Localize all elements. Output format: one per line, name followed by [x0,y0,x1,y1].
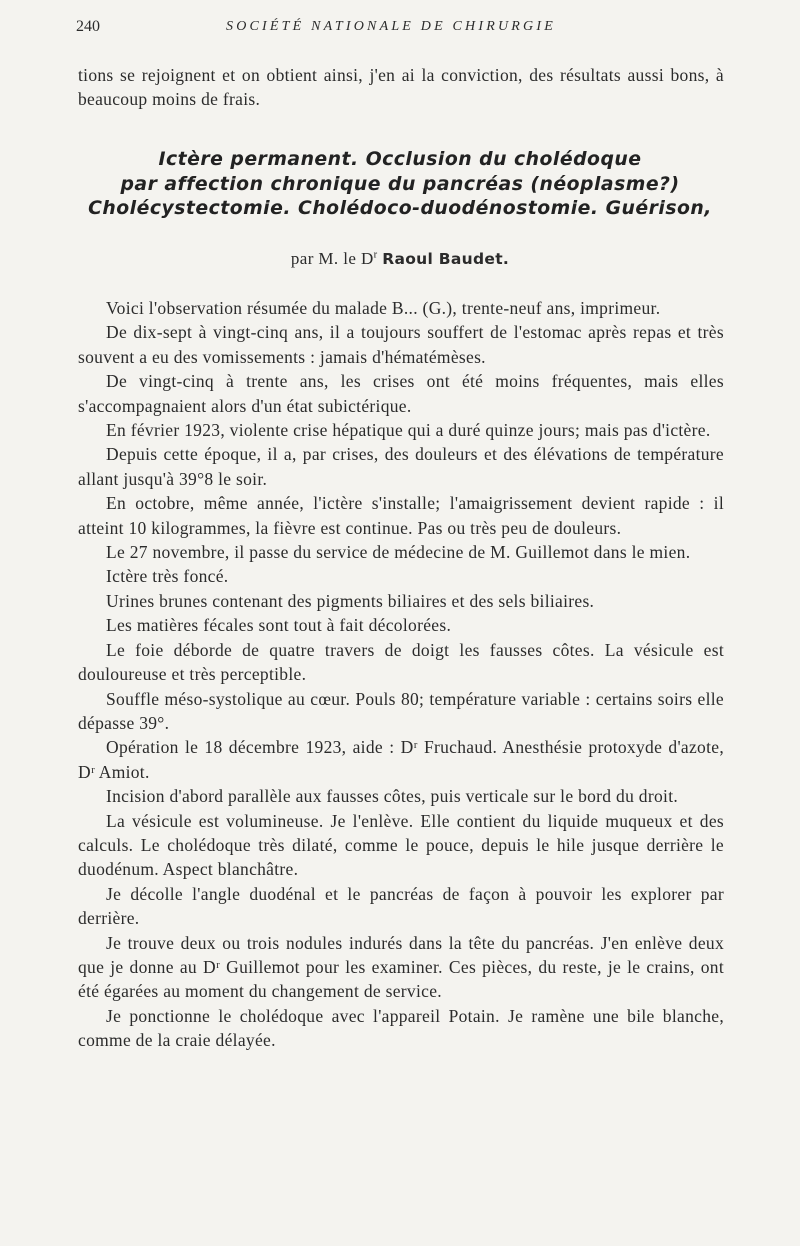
journal-title: SOCIÉTÉ NATIONALE DE CHIRURGIE [226,19,556,34]
paragraph: De vingt-cinq à trente ans, les crises ont été moins fréquentes, mais elles s'accompagnaient alors d'un état subictérique. [78,371,724,416]
article-title [70,148,730,222]
paragraph: De dix-sept à vingt-cinq ans, il a toujours souffert de l'estomac après repas et très souvent a eu des vomissements : jamais d'hématémèses. [78,322,724,367]
paragraph: Incision d'abord parallèle aux fausses côtes, puis verticale sur le bord du droit. [106,786,679,807]
paragraph: Urines brunes contenant des pigments biliaires et des sels biliaires. [106,590,595,611]
paragraph: Souffle méso-systolique au cœur. Pouls 80; température variable : certains soirs elle dépasse 39°. [78,688,724,733]
author-name: Raoul Baudet. [382,250,510,268]
running-header [76,18,724,44]
paragraph: Je trouve deux ou trois nodules indurés dans la tête du pancréas. J'en enlève deux que je donne au Dʳ Guillemot pour les examiner. Ces pièces, du reste, je le crains, ont été égarées au moment du changement de service. [78,932,724,1002]
continuation-paragraph: tions se rejoignent et on obtient ainsi, j'en ai la conviction, des résultats aussi bons, à beaucoup moins de frais. [78,65,724,109]
paragraph: Je décolle l'angle duodénal et le pancréas de façon à pouvoir les explorer par derrière. [78,883,724,929]
paragraph: Le 27 novembre, il passe du service de médecine de M. Guillemot dans le mien. [106,542,691,563]
paragraph: Depuis cette époque, il a, par crises, des douleurs et des élévations de température allant jusqu'à 39°8 le soir. [78,444,724,489]
page-number: 240 [76,18,100,35]
byline-prefix: par M. le D [290,249,374,268]
paragraph: Voici l'observation résumée du malade B... (G.), trente-neuf ans, imprimeur. [106,298,661,318]
byline-superscript: r [373,249,378,261]
paragraph: En février 1923, violente crise hépatique qui a duré quinze jours; mais pas d'ictère. [106,420,711,441]
paragraph: Je ponctionne le cholédoque avec l'appareil Potain. Je ramène une bile blanche, comme de la craie délayée. [78,1005,724,1051]
paragraph: Les matières fécales sont tout à fait décolorées. [106,615,452,636]
byline [0,249,800,269]
paragraph: Opération le 18 décembre 1923, aide : Dʳ Fruchaud. Anesthésie protoxyde d'azote, Dʳ Amiot. [78,737,724,782]
article-body [78,296,724,1053]
title-line: par affection chronique du pancréas (néoplasme?) [120,173,680,195]
paragraph: En octobre, même année, l'ictère s'installe; l'amaigrissement devient rapide : il atteint 10 kilogrammes, la fièvre est continue. Pas ou très peu de douleurs. [78,493,724,538]
paragraph: Ictère très foncé. [106,566,229,587]
title-line: Ictère permanent. Occlusion du cholédoque [158,149,642,170]
paragraph: Le foie déborde de quatre travers de doigt les fausses côtes. La vésicule est douloureuse et très perceptible. [78,639,724,685]
title-line: Cholécystectomie. Cholédoco-duodénostomie. Guérison, [88,198,712,219]
paragraph: La vésicule est volumineuse. Je l'enlève. Elle contient du liquide muqueux et des calculs. Le cholédoque très dilaté, comme le pouce, depuis le hile jusque derrière le duodénum. Aspect blanchâtre. [78,810,724,880]
